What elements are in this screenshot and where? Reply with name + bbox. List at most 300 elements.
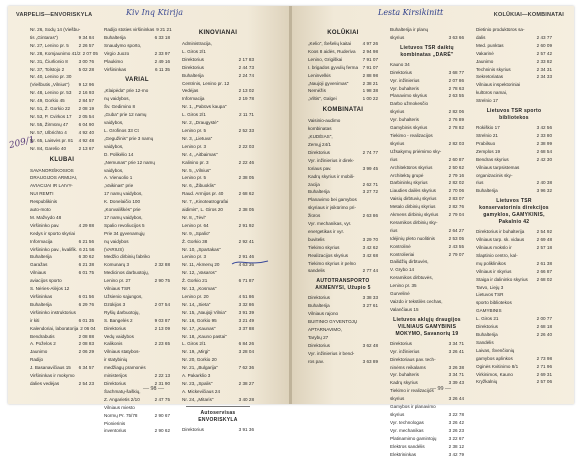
directory-entry [476, 228, 552, 236]
entry-name: Strelnio 21 [476, 132, 498, 140]
entry-name: Buhalterija [30, 253, 52, 261]
entry-name: Virgio Juozo [104, 50, 129, 58]
directory-entry [390, 140, 464, 148]
directory-entry [476, 66, 552, 74]
directory-entry [390, 451, 464, 458]
entry-name: Vilniaus mokslo ir [476, 244, 512, 252]
entry-name: Nr. 15, „Naujoji Vilnia" [182, 309, 226, 317]
entry-name: Lenino pr. 5 [182, 174, 206, 182]
entry-phone: 2 68 62 [239, 190, 254, 198]
entry-name: Lietuvos TSR [476, 291, 504, 299]
entry-name: Nr. 24, „Mitaris" [182, 396, 214, 404]
directory-entry [182, 151, 254, 159]
entry-phone: 2 66 87 [537, 268, 552, 276]
entry-name: „Viltis", Galgei [308, 95, 337, 103]
entry-phone: 7 62 36 [239, 364, 254, 372]
directory-entry [308, 149, 378, 157]
entry-phone: 3 34 71 [449, 371, 464, 379]
entry-name: Tiekimo skyrius ir pelno [308, 260, 356, 268]
directory-entry [30, 364, 94, 372]
entry-name: Tiekimo - realizacijos [390, 132, 433, 140]
directory-entry [30, 285, 94, 293]
directory-entry [476, 299, 552, 307]
entry-name: Realizacijos skyrius [308, 252, 348, 260]
directory-entry [104, 301, 170, 309]
entry-name: Ž. Gorkio 38 [182, 238, 207, 246]
directory-entry [476, 187, 552, 195]
directory-entry [30, 340, 94, 348]
entry-phone: 2 91 92 [239, 222, 254, 230]
entry-name: Vilniaus inspektoriniai [476, 81, 520, 89]
entry-name: Vilniaus TSR [104, 285, 130, 293]
entry-phone: 2 00 77 [537, 315, 552, 323]
text-line: 17 namų vaidybos, [104, 190, 170, 198]
entry-phone: 2 82 06 [449, 108, 464, 116]
entry-name: Metalo dirbinių skyrius [390, 203, 435, 211]
entry-name: Nr. 28, Komjaunimo 41/2 [30, 50, 81, 58]
entry-name: Nr. 40, Lenino pr. 30 [30, 73, 71, 81]
entry-name: Užsienio sąjungos, [104, 293, 143, 301]
directory-entry [182, 87, 254, 95]
entry-name: Sekretoriatas [476, 73, 503, 81]
entry-name: Buhalterija ir planų [390, 26, 428, 34]
entry-name: inventorius [104, 427, 126, 435]
directory-entry [390, 419, 464, 427]
entry-name: Medicinos darbuotojų, [104, 269, 149, 277]
entry-name: Viršininkas [30, 293, 52, 301]
entry-name: Nr. 9, „Spalio" [182, 230, 210, 238]
klubai-heading: KLUBAI [30, 156, 94, 165]
directory-entry [476, 164, 552, 172]
entry-name: Vedų vaidybos [104, 333, 134, 341]
entry-phone: 2 63 55 [449, 92, 464, 100]
directory-entry [30, 34, 94, 42]
entry-name: toriaus pav. [308, 165, 331, 173]
entry-phone: 2 61 38 [537, 260, 552, 268]
directory-entry [30, 81, 94, 89]
entry-phone: 2 34 31 [537, 66, 552, 74]
entry-name: Administracija, [182, 40, 212, 48]
directory-entry [182, 198, 254, 206]
entry-phone: 4 29 88 [79, 222, 94, 230]
directory-entry [390, 227, 464, 235]
directory-entry [476, 252, 552, 260]
directory-entry [30, 105, 94, 113]
entry-phone: 2 57 18 [537, 244, 552, 252]
directory-entry [390, 85, 464, 93]
entry-name: Tarvo, Liejų 3 [476, 284, 503, 292]
directory-entry [390, 132, 464, 140]
directory-entry [30, 50, 94, 58]
directory-entry [30, 246, 94, 254]
directory-entry [476, 50, 552, 58]
entry-phone: 2 42 30 [537, 156, 552, 164]
entry-phone: 2 38 99 [537, 140, 552, 148]
entry-name: Buhalterija [476, 187, 498, 195]
directory-entry [182, 167, 254, 175]
entry-phone: 2 31 90 [155, 380, 170, 388]
entry-name: Direktorius [182, 64, 204, 72]
entry-phone: 3 96 32 [537, 187, 552, 195]
entry-phone: 2 07 05 [83, 50, 98, 58]
directory-entry [390, 219, 464, 227]
directory-entry [308, 310, 378, 318]
directory-entry [308, 302, 378, 310]
r2-mid-list [390, 69, 464, 259]
text-line: „Nemunas" prie 12 namų [104, 159, 170, 167]
c3-top-list [182, 40, 254, 404]
directory-entry [30, 261, 94, 269]
text-line: „Konvališkės" prie [104, 206, 170, 214]
divider [186, 406, 250, 407]
left-column-1 [30, 26, 94, 376]
directory-entry [182, 64, 254, 72]
directory-entry [182, 372, 254, 380]
entry-phone: 3 42 68 [363, 252, 378, 260]
entry-name: Vilniaus tarp. sk. vidaus [476, 236, 524, 244]
directory-entry [308, 267, 378, 275]
entry-phone: 4 51 86 [239, 293, 254, 301]
entry-name: Lenino, Grigiškai [308, 56, 342, 64]
entry-phone: 2 32 88 [155, 261, 170, 269]
entry-name: Gamybinis skyrius [390, 124, 427, 132]
entry-name: Planavimo bei gamybos [308, 196, 357, 204]
directory-entry [476, 331, 552, 339]
entry-phone: 2 22 13 [155, 372, 170, 380]
entry-name: Buhalterija [30, 301, 52, 309]
entry-name: APTARNAVIMO, [308, 326, 342, 334]
entry-name: J. Basanavičiaus 15 [30, 364, 71, 372]
directory-entry [30, 97, 94, 105]
directory-entry [182, 293, 254, 301]
book-spread [8, 6, 574, 404]
entry-name: skyrius [390, 395, 404, 403]
entry-name: Lenino pr. 64 [182, 222, 209, 230]
akluju-draugija-heading: Lietuvos aklųjų draugijos VILNIAUS GAMYBINIS MOKYMO, Savanorių 19 [390, 317, 464, 338]
entry-name: Kadrų skyrius ir mobili- [308, 173, 354, 181]
entry-phone: 2 79 04 [449, 211, 464, 219]
directory-entry [30, 129, 94, 137]
r1-mid-list [308, 149, 378, 276]
entry-name: Direktorius [308, 149, 330, 157]
entry-name: Nr. 53, P. Cvirkos 17 [30, 113, 72, 121]
right-running-header: KOLŪKIAI—KOMBINATAI [494, 12, 564, 21]
directory-entry [104, 340, 170, 348]
entry-name: Vilniaus ir skyrius [476, 268, 511, 276]
entry-phone: 3 22 78 [449, 411, 464, 419]
entry-phone: 2 77 44 [363, 267, 378, 275]
directory-entry [390, 187, 464, 195]
directory-entry [308, 80, 378, 88]
entry-phone: 3 91 39 [239, 309, 254, 317]
entry-phone: 2 79 07 [449, 251, 464, 259]
directory-entry [182, 333, 254, 341]
entry-phone: 6 34 57 [79, 364, 94, 372]
directory-entry [390, 364, 464, 372]
directory-entry [182, 309, 254, 317]
directory-entry [104, 277, 170, 285]
text-line: K. Donelaičio 100 [104, 198, 170, 206]
entry-phone: 6 84 26 [239, 340, 254, 348]
directory-entry [476, 73, 552, 81]
entry-phone: 3 62 48 [363, 342, 378, 350]
entry-name: Nr. 51, Ž. Gorkio 22 [30, 105, 70, 113]
r3-bottom-list [476, 228, 552, 386]
entry-phone: 6 01 56 [79, 293, 94, 301]
entry-phone: 2 33 97 [155, 50, 170, 58]
directory-entry [390, 108, 464, 116]
r1-text-block [308, 117, 378, 149]
directory-entry [390, 92, 464, 100]
directory-entry [104, 58, 170, 66]
directory-entry [182, 135, 254, 143]
entry-name: Garažas [30, 261, 47, 269]
entry-phone: 2 13 67 [79, 145, 94, 153]
text-line: Vaizdo ir tekstilės cechas, [390, 298, 464, 306]
entry-phone: 9 03 87 [155, 317, 170, 325]
entry-name: Vyr. buhalteris [390, 371, 419, 379]
text-line: 17 namų vaidybos, [104, 214, 170, 222]
directory-entry [182, 277, 254, 285]
directory-entry [104, 285, 170, 293]
entry-phone: 2 92 41 [239, 238, 254, 246]
directory-entry [182, 159, 254, 167]
directory-entry [182, 103, 254, 111]
entry-name: buvitelis [308, 236, 325, 244]
entry-name: S. Bangelės 2 [104, 317, 133, 325]
entry-phone: 4 92 48 [79, 137, 94, 145]
directory-entry [476, 26, 552, 34]
directory-entry [104, 66, 170, 74]
directory-entry [182, 380, 254, 388]
directory-entry [308, 40, 378, 48]
entry-name: Direktorius [182, 426, 204, 434]
entry-name: aviacijos sporto [30, 277, 62, 285]
entry-phone: 2 70 06 [449, 187, 464, 195]
entry-name: Nr. 1, „Pabūvs kaupa" [182, 103, 227, 111]
directory-entry [104, 427, 170, 435]
entry-name: sandelis [308, 267, 325, 275]
entry-name: Nr. 21, „Bulgarija" [182, 364, 218, 372]
text-line: Šv. Gedimino 8 [104, 103, 170, 111]
directory-entry [308, 181, 378, 189]
directory-entry [182, 111, 254, 119]
entry-phone: 4 63 36 [239, 261, 254, 269]
entry-name: Tiekimo skyrius [308, 244, 339, 252]
directory-entry [308, 56, 378, 64]
entry-name: Jaunimo [476, 58, 493, 66]
entry-name: Vakarinė [476, 50, 494, 58]
entry-phone: 2 68 54 [537, 148, 552, 156]
directory-entry [104, 293, 170, 301]
text-line: Valančiaus 15 [390, 306, 464, 314]
entry-name: žiūros [308, 212, 320, 220]
directory-entry [30, 348, 94, 356]
entry-phone: 2 62 71 [363, 181, 378, 189]
entry-name: kultūros namai, [476, 89, 507, 97]
text-line: Gurvelinė [390, 290, 464, 298]
directory-entry [476, 81, 552, 89]
text-line: Lenino pr. 35 [390, 282, 464, 290]
entry-phone: 2 74 77 [363, 149, 378, 157]
entry-phone: 3 26 44 [449, 395, 464, 403]
entry-name: Viršininko pav. [30, 222, 59, 230]
entry-phone: 7 91 07 [363, 56, 378, 64]
entry-name: Pionierinis [104, 420, 125, 428]
c3-bottom-list [182, 426, 254, 434]
directory-entry [30, 277, 94, 285]
directory-entry [182, 56, 254, 64]
directory-entry [104, 246, 170, 254]
text-line: Prie 34 gyvenamųjų [104, 230, 170, 238]
entry-name: BUITINIO GYVENTOJŲ [308, 318, 357, 326]
c1-bottom-list [30, 222, 94, 388]
entry-name: Direktoriaus pav. tech- [390, 356, 436, 364]
entry-name: organizacinis sky- [476, 172, 513, 180]
entry-name: Akmens dirbinių skyrius [390, 211, 438, 219]
entry-name: Nr. 11, Akmenų 20 [182, 261, 219, 269]
entry-name: Centrinis, Lenino pr. 12 [182, 80, 229, 88]
directory-entry [104, 253, 170, 261]
entry-name: Medžio dirbinių fabriko [104, 253, 150, 261]
right-page [292, 6, 574, 404]
directory-entry [308, 260, 378, 268]
directory-entry [308, 294, 378, 302]
directory-entry [476, 148, 552, 156]
entry-phone: 3 22 67 [449, 435, 464, 443]
entry-name: Techninis skyrius [476, 66, 511, 74]
entry-phone: 2 68 18 [537, 323, 552, 331]
directory-entry [390, 443, 464, 451]
directory-entry [308, 212, 378, 220]
directory-entry [182, 174, 254, 182]
entry-name: Direktorius [308, 342, 330, 350]
entry-name: skyriaus ir įsikūrimo pri- [308, 204, 356, 212]
directory-entry [476, 42, 552, 50]
entry-name: Nr. 20, Gorkio 20 [182, 356, 217, 364]
kinoteatrai-heading: KINOVIANAI [182, 29, 254, 38]
entry-name: Direktorius [390, 69, 412, 77]
directory-entry [182, 396, 254, 404]
directory-entry [30, 58, 94, 66]
entry-name: skyrius [390, 34, 404, 42]
entry-name: Architektūros skyrius [390, 164, 432, 172]
entry-phone: 2 78 82 [449, 124, 464, 132]
entry-phone: 2 91 46 [239, 253, 254, 261]
entry-phone: 2 07 54 [155, 301, 170, 309]
entry-name: Oginės Kvitinimo 8/1 [476, 363, 518, 371]
entry-phone: 3 39 43 [449, 379, 464, 387]
entry-name: Idėjinių pleto nuolitinis [390, 235, 435, 243]
directory-entry [104, 372, 170, 380]
entry-phone: 2 76 89 [449, 116, 464, 124]
entry-name: Buhalterija [476, 331, 498, 339]
directory-entry [30, 372, 94, 380]
entry-phone: 2 08 88 [79, 333, 94, 341]
directory-entry [308, 188, 378, 196]
text-line: L. Grofinos 33 Ct [104, 127, 170, 135]
entry-phone: 2 60 87 [449, 156, 464, 164]
entry-phone: 3 28 04 [239, 348, 254, 356]
entry-phone: 3 26 23 [449, 427, 464, 435]
directory-entry [104, 34, 170, 42]
entry-name: skyrius [390, 108, 404, 116]
entry-phone: 3 42 62 [363, 244, 378, 252]
directory-entry [30, 42, 94, 50]
directory-entry [476, 339, 552, 347]
directory-entry [308, 350, 378, 358]
entry-phone: 2 08 83 [79, 340, 94, 348]
entry-phone: 2 34 33 [537, 73, 552, 81]
left-column-3 [182, 26, 254, 376]
entry-name: Vedėjas [182, 87, 198, 95]
directory-entry [30, 293, 94, 301]
entry-name: Lenino pr. 5 [182, 127, 206, 135]
directory-entry [182, 40, 254, 48]
entry-name: tis „Gintaras") [30, 34, 58, 42]
entry-name: Užsakymų priėmimo sky- [390, 148, 441, 156]
entry-name: Elektros sandėlis [390, 443, 425, 451]
entry-name: I. brigados gyvulių ferma [308, 64, 358, 72]
directory-entry [390, 356, 464, 364]
directory-entry [182, 214, 254, 222]
directory-entry [182, 356, 254, 364]
entry-name: skyrius [390, 411, 404, 419]
entry-name: Platinamimo gamintojų [390, 435, 436, 443]
right-column-1 [308, 26, 378, 376]
entry-phone: 3 68 77 [449, 69, 464, 77]
directory-entry [182, 48, 254, 56]
directory-entry [390, 100, 464, 108]
text-line: D. Polikėlio 14 [104, 151, 170, 159]
directory-entry [390, 211, 464, 219]
r1-bottom-list [308, 294, 378, 365]
directory-entry [182, 127, 254, 135]
directory-entry [30, 73, 94, 81]
entry-name: Nr. 6, „Žibuoklis" [182, 182, 216, 190]
r3-mid-list [476, 124, 552, 195]
directory-entry [182, 301, 254, 309]
directory-entry [308, 358, 378, 366]
directory-entry [104, 356, 170, 364]
directory-entry [30, 333, 94, 341]
entry-name: Direktorius [182, 56, 204, 64]
entry-phone: 2 78 63 [449, 85, 464, 93]
entry-name: Nr. 16, Gorkio 95 [182, 317, 217, 325]
entry-name: Nr. 84, Garelio 40 [30, 145, 66, 153]
directory-entry [30, 145, 94, 153]
directory-entry [104, 348, 170, 356]
directory-entry [308, 342, 378, 350]
directory-entry [390, 411, 464, 419]
left-page-number: — 98 — [143, 386, 164, 392]
entry-phone: 3 63 89 [363, 358, 378, 366]
directory-entry [30, 317, 94, 325]
entry-name: Plaukimo [104, 58, 123, 66]
entry-name: Nr. 37, Tolstojo 2 [30, 66, 64, 74]
directory-entry [104, 404, 170, 412]
entry-name: Vilniaus statybos- [104, 348, 140, 356]
text-line: Dailidžių dirbtuvės, [390, 258, 464, 266]
kolukiai-heading: KOLŪKIAI [308, 29, 378, 38]
entry-phone: 2 05 54 [79, 113, 94, 121]
directory-entry [30, 253, 94, 261]
directory-entry [476, 363, 552, 371]
directory-entry [476, 124, 552, 132]
entry-name: skyrius [390, 140, 404, 148]
entry-name: mų poliklinikos [476, 260, 506, 268]
entry-phone: 2 68 02 [537, 276, 552, 284]
